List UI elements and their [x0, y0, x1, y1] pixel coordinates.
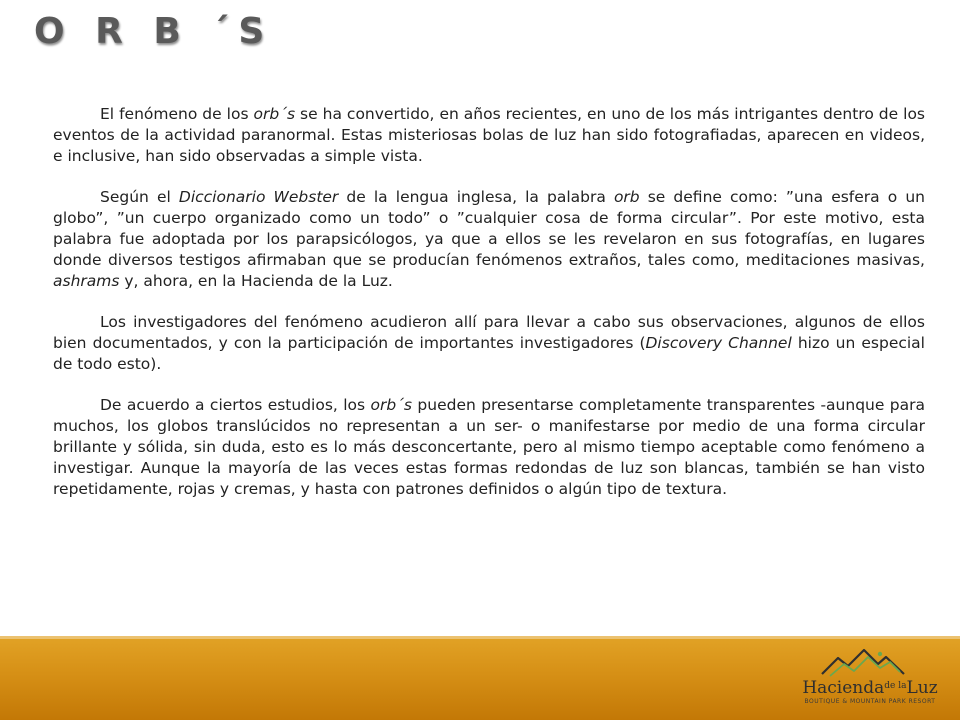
body-text — [53, 104, 925, 520]
italic-term: Diccionario Webster — [178, 188, 339, 206]
hacienda-logo — [792, 648, 948, 714]
mountains-icon — [820, 648, 906, 678]
footer-stripe — [0, 636, 960, 639]
logo-name-de-la: de la — [884, 681, 907, 691]
italic-term: ashrams — [53, 272, 120, 290]
logo-name-hacienda: Hacienda — [802, 678, 885, 698]
paragraph-4: De acuerdo a ciertos estudios, los orb´s pueden presentarse completamente transparentes -aunque para muchos, los globos translúcidos no representan a un ser- o manifestarse por medio de una forma circular brillante y sólida, sin duda, esto es lo más desconcertante, pero al mismo tiempo aceptable como fenómeno a investigar. Aunque la mayoría de las veces estas formas redondas de luz son blancas, también se han visto repetidamente, rojas y cremas, y hasta con patrones definidos o algún tipo de textura. — [53, 396, 925, 498]
italic-term: orb´s — [370, 396, 413, 414]
logo-name-luz: Luz — [906, 678, 938, 698]
logo-name — [792, 676, 948, 698]
slide-title: O R B ´S — [34, 11, 274, 52]
italic-term: orb´s — [253, 105, 296, 123]
logo-tagline: BOUTIQUE & MOUNTAIN PARK RESORT — [804, 698, 936, 705]
paragraph-3: Los investigadores del fenómeno acudieron allí para llevar a cabo sus observaciones, algunos de ellos bien documentados, y con la participación de importantes investigadores (Discovery Channel hizo un especial de todo esto). — [53, 313, 925, 373]
paragraph-1: El fenómeno de los orb´s se ha convertido, en años recientes, en uno de los más intrigantes dentro de los eventos de la actividad paranormal. Estas misteriosas bolas de luz han sido fotografiadas, aparecen en videos, e inclusive, han sido observadas a simple vista. — [53, 105, 926, 165]
italic-term: Discovery Channel — [645, 334, 792, 352]
paragraph-2: Según el Diccionario Webster de la lengua inglesa, la palabra orb se define como: ”una esfera o un globo”, ”un cuerpo organizado como un todo” o ”cualquier cosa de forma circular”. Por este motivo, esta palabra fue adoptada por los parapsicólogos, ya que a ellos se les revelaron en sus fotografías, en lugares donde diversos testigos afirmaban que se producían fenómenos extraños, tales como, meditaciones masivas, ashrams y, ahora, en la Hacienda de la Luz. — [53, 188, 925, 290]
italic-term: orb — [613, 188, 640, 206]
